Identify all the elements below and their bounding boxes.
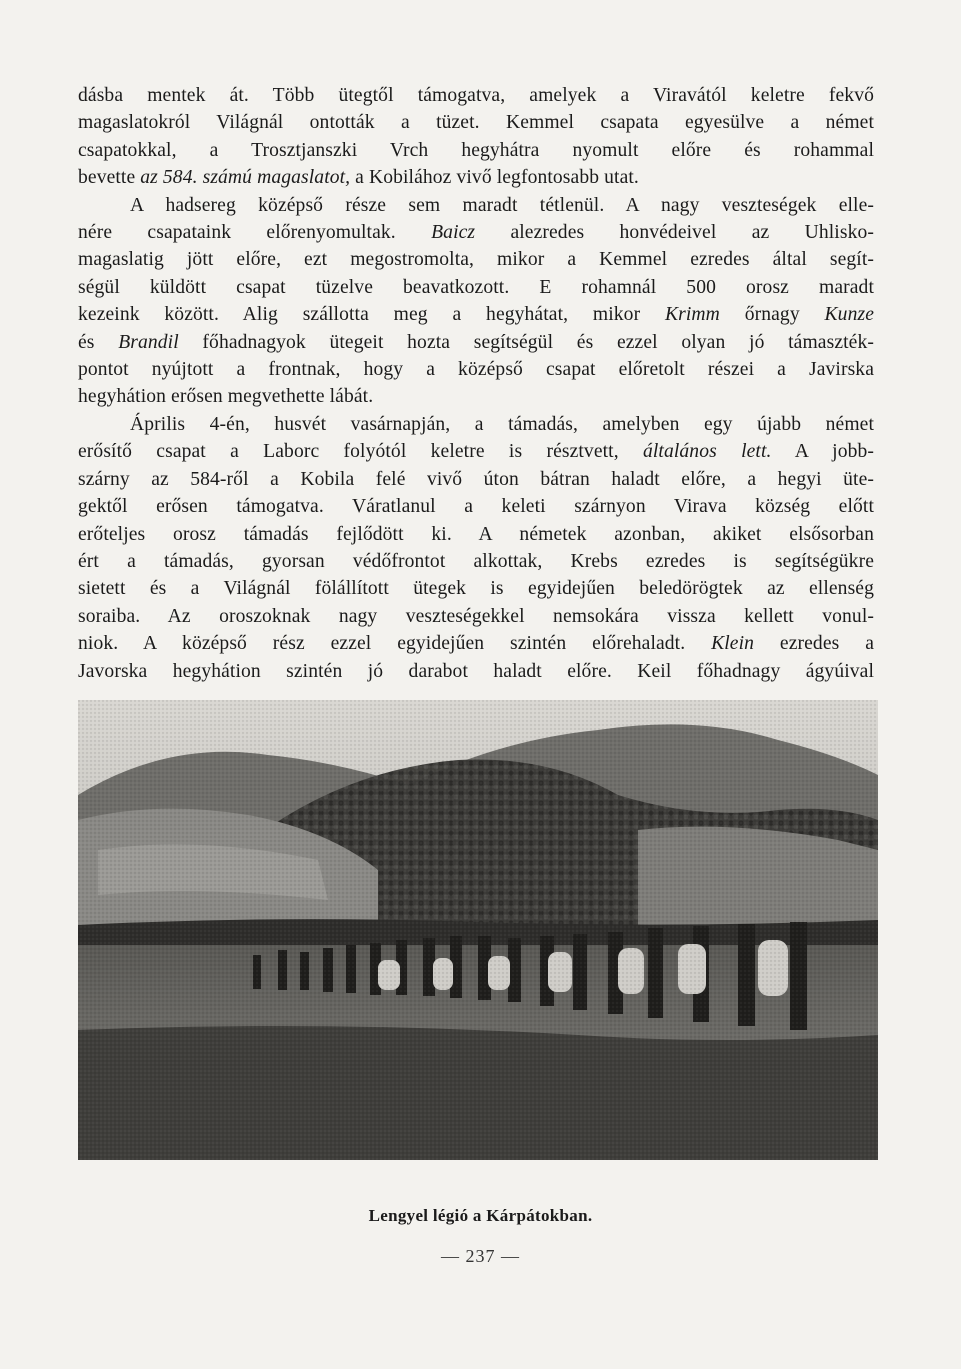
text-line bbox=[78, 164, 874, 191]
text-run: őrnagy bbox=[719, 304, 825, 326]
text-line: magaslatokról Világnál ontották a tüzet. Kemmel csapata egyesülve a német bbox=[78, 112, 874, 134]
text-run: erősítő csapat a Laborc folyótól keletre is résztvett, bbox=[78, 441, 643, 463]
italic-text: általános lett. bbox=[642, 441, 772, 463]
text-line bbox=[78, 630, 874, 657]
text-line: pontot nyújtott a frontnak, hogy a középső csapat előretolt részei a Javirska bbox=[78, 359, 874, 381]
text-line: dásba mentek át. Több ütegtől támogatva, amelyek a Viravától keletre fekvő bbox=[78, 85, 874, 106]
italic-text: Brandil bbox=[118, 331, 179, 353]
text-run: alezredes honvédeivel az Uhlisko- bbox=[475, 222, 874, 244]
text-line: A hadsereg középső része sem maradt tétlenül. A nagy veszteségek elle- bbox=[130, 194, 874, 216]
text-line: gektől erősen támogatva. Váratlanul a keleti szárnyon Virava község előtt bbox=[78, 496, 874, 518]
text-line: ért a támadás, gyorsan védőfrontot alkottak, Krebs ezredes is segítségükre bbox=[78, 550, 874, 572]
text-line: Javorska hegyhátion szintén jó darabot haladt előre. Keil főhadnagy ágyúival bbox=[78, 660, 874, 682]
photograph bbox=[78, 700, 878, 1160]
body-text bbox=[78, 82, 874, 685]
text-run: ezredes a bbox=[754, 633, 874, 655]
text-run: főhadnagyok ütegeit hozta segítségül és ezzel olyan jó támaszték- bbox=[178, 331, 874, 353]
page-number: — 237 — bbox=[441, 1246, 520, 1266]
text-run: niok. A középső rész ezzel egyidejűen szintén előrehaladt. bbox=[78, 633, 712, 655]
text-run: a Kobilához vivő legfontosabb utat. bbox=[350, 167, 639, 189]
text-line bbox=[78, 329, 874, 356]
italic-text: Baicz bbox=[431, 222, 476, 244]
text-run: bevette bbox=[78, 167, 141, 189]
text-run: és bbox=[78, 331, 119, 353]
text-run: A jobb- bbox=[771, 441, 874, 463]
text-line: csapatokkal, a Trosztjanszki Vrch hegyhátra nyomult előre és rohammal bbox=[78, 139, 874, 161]
figure-caption: Lengyel légió a Kárpátokban. bbox=[368, 1206, 593, 1225]
italic-text: az 584. számú magaslatot, bbox=[140, 167, 351, 189]
text-line: magaslatig jött előre, ezt megostromolta, mikor a Kemmel ezredes által segít- bbox=[78, 249, 874, 271]
text-line: soraiba. Az oroszoknak nagy veszteségekkel nemsokára vissza kellett vonul- bbox=[78, 605, 874, 627]
text-run: nére csapataink előrenyomultak. bbox=[78, 222, 432, 244]
text-line: erőteljes orosz támadás fejlődött ki. A németek azonban, akiket elsősorban bbox=[78, 523, 874, 545]
text-line bbox=[78, 219, 874, 246]
text-line: szárny az 584-ről a Kobila felé vivő úton bátran haladt előre, a hegyi üte- bbox=[78, 468, 874, 490]
italic-text: Kunze bbox=[824, 304, 874, 326]
photo-illustration bbox=[78, 700, 878, 1160]
text-line: hegyhátion erősen megvethette lábát. bbox=[78, 386, 374, 408]
text-run: kezeink között. Alig szállotta meg a hegyhátat, mikor bbox=[78, 304, 665, 326]
text-line: ségül küldött csapat tüzelve beavatkozott. E rohamnál 500 orosz maradt bbox=[78, 276, 874, 298]
italic-text: Krimm bbox=[664, 304, 720, 326]
text-line bbox=[78, 301, 874, 328]
text-line bbox=[78, 438, 874, 465]
text-line: Április 4-én, husvét vasárnapján, a támadás, amelyben egy újabb német bbox=[130, 413, 874, 435]
text-line: sietett és a Világnál fölállított ütegek is egyidejűen beledörögtek az ellenség bbox=[78, 578, 874, 600]
italic-text: Klein bbox=[711, 633, 755, 655]
